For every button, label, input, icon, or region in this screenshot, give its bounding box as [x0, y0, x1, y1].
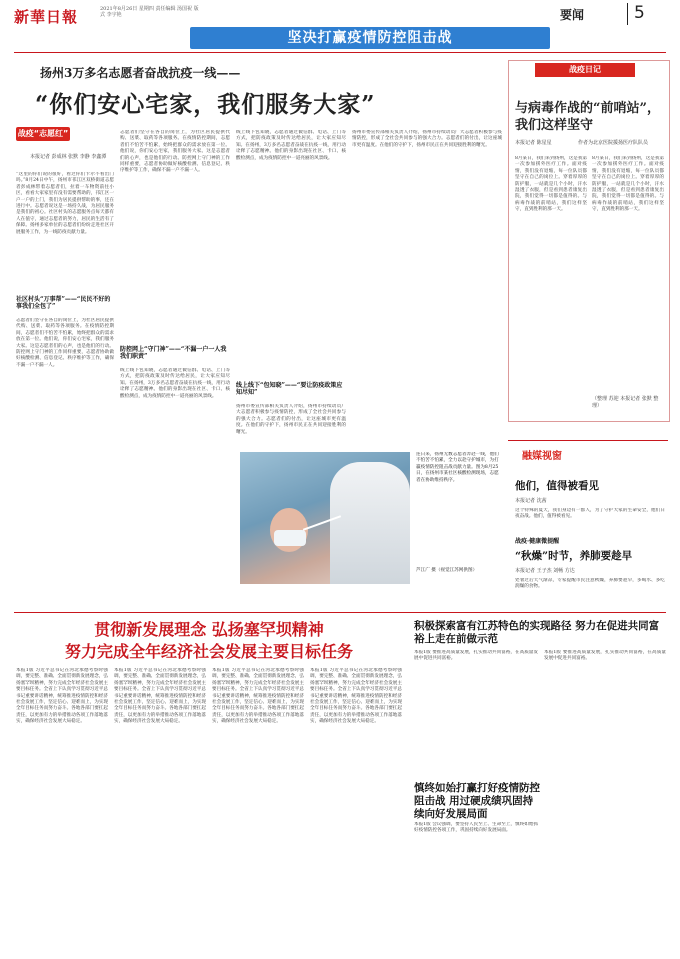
diary-author-note: 作者为北京医院援扬医疗队队员: [578, 140, 649, 146]
bottom-headline-2: 努力完成全年经济社会发展主要目标任务: [64, 642, 353, 661]
main-story-column-3b: 扬州市委宣传部相关负责人介绍，扬州市持续动员广大志愿者积极参与疫情防控，形成了全社会共同参与的强大合力。志愿者们的付出，让这座城市更有温度。在他们的守护下，扬州市民正在共同迎接胜利的曙光。: [236, 404, 346, 435]
photo-medical-worker: [330, 462, 410, 584]
rongmei-kicker-2: 战疫·健康微提醒: [515, 538, 560, 545]
rongmei-byline-1: 本报记者 沈茜: [515, 498, 547, 504]
side-story-text-1b: 本报1版 要推进高质量发展，扎实推动共同富裕，在高质量发展中促进共同富裕。: [544, 650, 666, 662]
rongmei-text-2: 处暑过后天气渐凉，专家提醒市民注意秋燥，养肺要趁早，多喝水、多吃润燥的食物。: [515, 578, 665, 590]
rongmei-rule: [508, 440, 668, 441]
header-rule: [14, 52, 666, 53]
volunteer-badge: 战疫“志愿红”: [16, 127, 70, 141]
issue-date-line: 2021年8月26日 星期四 责任编辑 汤国祝 版式 李宇艳: [100, 6, 199, 18]
side-story-title-1: 积极探索富有江苏特色的实现路径 努力在促进共同富裕上走在前做示范: [414, 620, 660, 645]
news-photo-swab-test: [240, 452, 410, 584]
bottom-text-col-2: 本报1版 习近平总书记在河北承德考察时强调，要完整、准确、全面贯彻新发展理念，弘扬塞罕坝精神，努力完成全年经济社会发展主要目标任务。全省上下认真学习贯彻习近平总书记重要讲话精神，统筹推进疫情防控和经济社会发展工作，坚定信心、迎难而上，为实现全年目标任务而努力奋斗。各地各部门要扛起责任，以更加有力的举措推动各项工作落地落实，确保经济社会发展大局稳定。: [114, 668, 206, 725]
newspaper-masthead: 新華日報: [14, 8, 79, 26]
main-story-column-3: 线上线下包知晓，志愿者通过微信群、电话、上门等方式，把防疫政策及时传达给居民，让大家应知尽知。在扬州，3万多名志愿者奋战在抗疫一线，用行动诠释了志愿精神。他们的身影出现在社区、卡口、核酸检测点，成为疫情防控中一道亮丽的风景线。: [236, 130, 346, 161]
bottom-text-col-1: 本报1版 习近平总书记在河北承德考察时强调，要完整、准确、全面贯彻新发展理念，弘扬塞罕坝精神，努力完成全年经济社会发展主要目标任务。全省上下认真学习贯彻习近平总书记重要讲话精神，统筹推进疫情防控和经济社会发展工作，坚定信心、迎难而上，为实现全年目标任务而努力奋斗。各地各部门要扛起责任，以更加有力的举措推动各项工作落地落实，确保经济社会发展大局稳定。: [16, 668, 108, 725]
subhead-3: 线上线下“包知晓”——“要让防疫政策应知尽知”: [236, 382, 343, 396]
subhead-2: 防控网上“守门神”——“不漏一户一人我我们职责”: [120, 346, 227, 360]
side-story-text-1a: 本报1版 要推进高质量发展，扎实推动共同富裕，在高质量发展中促进共同富裕。: [414, 650, 538, 662]
page-number-divider: [627, 3, 628, 25]
bottom-text-col-3: 本报1版 习近平总书记在河北承德考察时强调，要完整、准确、全面贯彻新发展理念，弘扬塞罕坝精神，努力完成全年经济社会发展主要目标任务。全省上下认真学习贯彻习近平总书记重要讲话精神，统筹推进疫情防控和经济社会发展工作，坚定信心、迎难而上，为实现全年目标任务而努力奋斗。各地各部门要扛起责任，以更加有力的举措推动各项工作落地落实，确保经济社会发展大局稳定。: [212, 668, 304, 725]
main-story-column-1b: 志愿者们坚守在各自的岗位上，为社区居民提供代购、送菜、取药等各项服务。在疫情防控期间，志愿者们不怕苦不怕累，始终把群众的需求放在第一位。他们说，你们安心宅家，我们服务大家。这是志愿者们的心声，也是他们的行动。防控网上守门神的工作同样重要，志愿者协助做好核酸检测、信息登记、秩序维护等工作，确保不漏一户不漏一人。: [16, 318, 114, 368]
diary-text-col-2: 8月某日，我们来到扬州，这是我第一次参加援外医疗工作。面对疫情，我们没有退缩，每一位队员都坚守在自己的岗位上。穿着厚厚的防护服，一站就是几个小时，汗水湿透了衣服，但是看到患者康复出院，我们觉得一切都是值得的。与病毒作战的前哨站，我们这样坚守，直到胜利的那一天。: [592, 156, 664, 213]
rongmei-byline-2: 本报记者 王子杰 刘畅 方达: [515, 568, 575, 574]
rongmei-label: 融媒视窗: [522, 451, 562, 462]
photo-caption: 连日来，扬州无数志愿者奔赴一线，他们不怕苦不怕累，全力以赴守护城市，为打赢疫情防控阻击战贡献力量。图为8月25日，在扬州市某社区核酸检测现场，志愿者在协助维持秩序。: [416, 452, 499, 483]
photo-face-mask: [274, 530, 306, 546]
main-story-column-2b: 线上线下包知晓，志愿者通过微信群、电话、上门等方式，把防疫政策及时传达给居民，让大家应知尽知。在扬州，3万多名志愿者奋战在抗疫一线，用行动诠释了志愿精神。他们的身影出现在社区、卡口、核酸检测点，成为疫情防控中一道亮丽的风景线。: [120, 368, 230, 399]
section-name: 要闻: [560, 8, 585, 22]
main-story-byline: 本报记者 彭成林 张默 李静 李鑫潭: [30, 154, 107, 160]
topic-banner: [190, 27, 550, 49]
page-number: 5: [634, 3, 645, 23]
bottom-text-col-4: 本报1版 习近平总书记在河北承德考察时强调，要完整、准确、全面贯彻新发展理念，弘扬塞罕坝精神，努力完成全年经济社会发展主要目标任务。全省上下认真学习贯彻习近平总书记重要讲话精神，统筹推进疫情防控和经济社会发展工作，坚定信心、迎难而上，为实现全年目标任务而努力奋斗。各地各部门要扛起责任，以更加有力的举措推动各项工作落地落实，确保经济社会发展大局稳定。: [310, 668, 402, 725]
main-story-kicker: 扬州3万多名志愿者奋战抗疫一线——: [40, 66, 241, 80]
rongmei-title-1: 他们，值得被看见: [515, 480, 599, 492]
subhead-1: 社区村头“万事帮”——“民民不好的事我们全包了”: [16, 296, 111, 310]
diary-editor: （整理 苏迎 本报记者 张默 整理）: [592, 396, 659, 409]
bottom-section-rule: [14, 612, 666, 613]
diary-text-col-1: 8月某日，我们来到扬州，这是我第一次参加援外医疗工作。面对疫情，我们没有退缩，每一位队员都坚守在自己的岗位上。穿着厚厚的防护服，一站就是几个小时，汗水湿透了衣服，但是看到患者康复出院，我们觉得一切都是值得的。与病毒作战的前哨站，我们这样坚守，直到胜利的那一天。: [515, 156, 587, 213]
side-story-text-2: 本报1版 会议强调，要坚持人民至上、生命至上，慎终如始抓好疫情防控各项工作，巩固持续向好发展局面。: [414, 822, 538, 834]
main-story-column-1: “这里的你们说的很好，看过你们卡尔不看出门吗。”8月24日中午，扬州市邗江区双桥街道志愿者彭成林带着志愿者们，拉着一车物资前往小区，看看大家家里有没有需要帮助的，邗江区一户一户的上门，我们为居民提供帮助的事，还在进行中。志愿者说这是一场持久战，为居民服务是我们的初心。社区村头的志愿服务点每天都有人在值守，通过志愿者的努力，居民的生活有了保障。扬州多家单位的志愿者们纷纷走进社区开展服务工作，为一线防疫贡献力量。: [16, 172, 114, 235]
main-story-column-2: 志愿者们坚守在各自的岗位上，为社区居民提供代购、送菜、取药等各项服务。在疫情防控期间，志愿者们不怕苦不怕累，始终把群众的需求放在第一位。他们说，你们安心宅家，我们服务大家。这是志愿者们的心声，也是他们的行动。防控网上守门神的工作同样重要，志愿者协助做好核酸检测、信息登记、秩序维护等工作，确保不漏一户不漏一人。: [120, 130, 230, 174]
diary-byline: 本报记者 陈星星: [515, 140, 552, 146]
bottom-headline-1: 贯彻新发展理念 弘扬塞罕坝精神: [94, 620, 324, 639]
main-story-headline: “你们安心宅家，我们服务大家”: [35, 91, 376, 118]
side-story-title-2: 慎终如始打赢打好疫情防控阻击战 用过硬成绩巩固持续向好发展局面: [414, 782, 540, 820]
diary-title: 与病毒作战的“前哨站”，我们这样坚守: [515, 101, 660, 133]
rongmei-text-1: 这个特殊的夏天，我们身边有一群人，为了守护大家的生命安全，他们日夜奋战。他们，值得被看见。: [515, 508, 665, 520]
rongmei-title-2: “秋燥”时节，养肺要趁早: [515, 550, 633, 562]
diary-label: 战疫日记: [535, 63, 635, 77]
main-story-column-4: 扬州市委宣传部相关负责人介绍，扬州市持续动员广大志愿者积极参与疫情防控，形成了全社会共同参与的强大合力。志愿者们的付出，让这座城市更有温度。在他们的守护下，扬州市民正在共同迎接胜利的曙光。: [352, 130, 502, 148]
topic-banner-text: 坚决打赢疫情防控阻击战: [287, 30, 453, 46]
photo-credit: 芦江广 摄（视觉江苏网供图）: [416, 568, 478, 573]
